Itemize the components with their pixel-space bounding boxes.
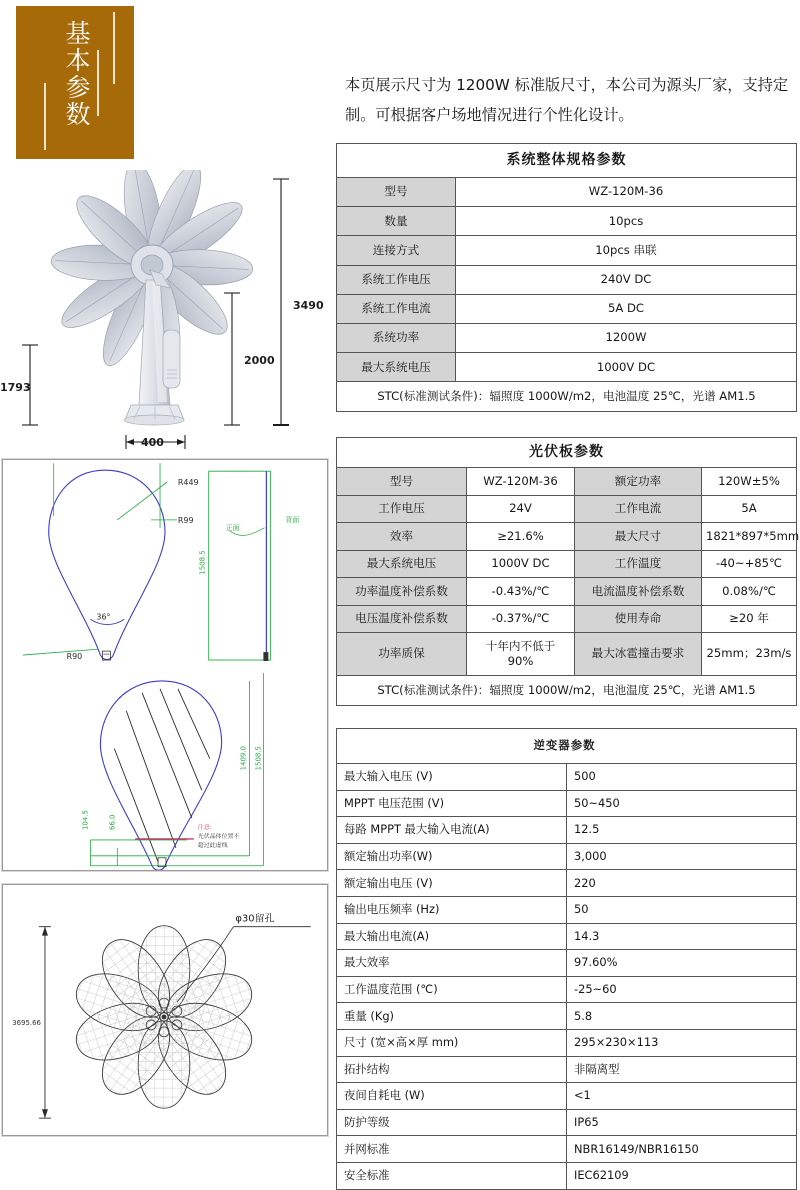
row-key: 重量 (Kg) [337,1003,567,1030]
dimension-2000 [224,293,240,425]
cad-note-title: 注意: [197,823,212,831]
table-title-row [337,438,797,468]
row-value: 5.8 [567,1003,797,1030]
row-value: 1000V DC [456,353,797,382]
dimension-label-2000: 2000 [244,354,275,367]
row-value: 10pcs [456,207,797,236]
row-value: WZ-120M-36 [456,178,797,207]
row-value-2: ≥20 年 [702,605,797,633]
row-key: 系统工作电流 [337,294,456,323]
row-key-2: 额定功率 [575,468,702,496]
plan-callout-label: φ30留孔 [235,913,275,925]
table-row [337,843,797,870]
cad-label-104-5: 104.5 [81,810,90,830]
row-value: <1 [567,1083,797,1110]
row-key: 安全标准 [337,1162,567,1189]
row-key-1: 功率温度补偿系数 [337,578,467,606]
table-row [337,207,797,236]
row-key: 尺寸 (宽×高×厚 mm) [337,1029,567,1056]
row-value-2: 1821*897*5mm [702,523,797,551]
cad-label-66: 66.0 [108,814,117,830]
cad-label-side-right: 背面 [285,515,300,524]
row-key: 最大输出电流(A) [337,923,567,950]
inverter-spec-table [336,728,797,1190]
row-key-1: 功率质保 [337,633,467,676]
panel-table-body [337,438,800,706]
row-value-1: WZ-120M-36 [467,468,575,496]
row-key-2: 最大冰雹撞击要求 [575,633,702,676]
row-value: 14.3 [567,923,797,950]
table-row [337,817,797,844]
table-row [337,976,797,1003]
row-value-1: 十年内不低于 90% [467,633,575,676]
row-key: 数量 [337,207,456,236]
row-key-2: 使用寿命 [575,605,702,633]
table-row [337,550,797,578]
row-value-1: 24V [467,495,575,523]
dimension-label-3490: 3490 [293,299,324,312]
cad-svg [3,460,327,870]
inverter-table-body [337,729,797,1190]
panel-table-title: 光伏板参数 [337,438,797,468]
row-key: 每路 MPPT 最大输入电流(A) [337,817,567,844]
row-key-2: 电流温度补偿系数 [575,578,702,606]
system-table-title: 系统整体规格参数 [337,144,797,178]
row-value: 295×230×113 [567,1029,797,1056]
row-value-1: -0.37%/℃ [467,605,575,633]
row-key: 并网标准 [337,1136,567,1163]
dimension-3490 [273,179,289,425]
row-key: 拓扑结构 [337,1056,567,1083]
table-row [337,578,797,606]
table-row [337,1029,797,1056]
row-key: 系统工作电压 [337,265,456,294]
page-title: 基本参数 [62,20,91,128]
table-row [337,1056,797,1083]
row-key-2: 工作电流 [575,495,702,523]
row-value: 10pcs 串联 [456,236,797,265]
row-key: 最大效率 [337,950,567,977]
row-value-2: -40~+85℃ [702,550,797,578]
row-key-1: 工作电压 [337,495,467,523]
row-value: 220 [567,870,797,897]
table-row [337,1136,797,1163]
table-row [337,353,797,382]
table-row [337,1003,797,1030]
row-value: 500 [567,764,797,791]
table-row [337,605,797,633]
cad-note-line1: 光伏晶体位置不 [197,832,240,840]
inverter-table-title: 逆变器参数 [337,729,797,764]
row-key: 系统功率 [337,323,456,352]
row-key: 防护等级 [337,1109,567,1136]
banner-decor-line-2 [97,50,99,116]
row-value: 1200W [456,323,797,352]
row-key-1: 效率 [337,523,467,551]
table-row [337,523,797,551]
table-row [337,1083,797,1110]
plan-dimension-label: 3695.66 [12,1018,41,1027]
panel-table-note: STC(标准测试条件)：辐照度 1000W/m2，电池温度 25℃，光谱 AM1.5 [337,676,797,706]
cad-label-r99: R99 [177,515,194,525]
table-row [337,468,797,496]
row-key: 连接方式 [337,236,456,265]
row-value-1: 1000V DC [467,550,575,578]
petal-cad-figure [2,459,328,871]
banner-decor-line-3 [44,83,46,150]
table-row [337,236,797,265]
row-value: -25~60 [567,976,797,1003]
cad-label-1508-lower: 1508.5 [254,746,263,771]
table-row [337,1109,797,1136]
page-title-banner [16,6,134,159]
table-row [337,870,797,897]
table-row [337,294,797,323]
row-key-2: 最大尺寸 [575,523,702,551]
table-row [337,323,797,352]
table-title-row [337,729,797,764]
row-key-1: 型号 [337,468,467,496]
table-row [337,1162,797,1189]
row-value: 非隔离型 [567,1056,797,1083]
table-row [337,790,797,817]
row-value: 97.60% [567,950,797,977]
table-row [337,178,797,207]
row-value: NBR16149/NBR16150 [567,1136,797,1163]
row-value: 5A DC [456,294,797,323]
table-row [337,495,797,523]
table-row [337,896,797,923]
row-key-1: 最大系统电压 [337,550,467,578]
system-spec-table [336,143,797,412]
intro-paragraph: 本页展示尺寸为 1200W 标准版尺寸，本公司为源头厂家，支持定制。可根据客户场地情况进行个性化设计。 [345,76,789,124]
table-row [337,950,797,977]
row-key: 额定输出电压 (V) [337,870,567,897]
table-title-row [337,144,797,178]
row-key: 最大输入电压 (V) [337,764,567,791]
row-value-1: -0.43%/℃ [467,578,575,606]
row-value: 240V DC [456,265,797,294]
banner-decor-line-1 [113,12,115,84]
cad-label-side-left: 正面 [225,523,240,532]
table-row [337,633,797,676]
cad-label-1409: 1409.0 [239,746,248,771]
table-row [337,265,797,294]
system-table-body [337,144,797,412]
row-value-2: 120W±5% [702,468,797,496]
row-value-2: 25mm；23m/s [702,633,797,676]
row-value-1: ≥21.6% [467,523,575,551]
table-note-row [337,676,797,706]
dimension-label-1793: 1793 [0,381,31,394]
panel-spec-table [336,437,800,706]
row-value: 12.5 [567,817,797,844]
row-key: MPPT 电压范围 (V) [337,790,567,817]
system-table-note: STC(标准测试条件)：辐照度 1000W/m2，电池温度 25℃，光谱 AM1.5 [337,382,797,412]
table-row [337,764,797,791]
row-value: 50~450 [567,790,797,817]
cad-label-36deg: 36° [96,612,111,622]
render-svg [0,170,330,455]
row-key: 型号 [337,178,456,207]
row-key: 夜间自耗电 (W) [337,1083,567,1110]
row-value-2: 0.08%/℃ [702,578,797,606]
row-value: IP65 [567,1109,797,1136]
row-value: 50 [567,896,797,923]
row-key: 输出电压频率 (Hz) [337,896,567,923]
solar-flower-render-figure [0,170,330,455]
table-note-row [337,382,797,412]
row-value-2: 5A [702,495,797,523]
cad-note-line2: 超过此虚线 [197,841,228,849]
row-value: IEC62109 [567,1162,797,1189]
dimension-label-400: 400 [141,436,164,449]
row-key: 额定输出功率(W) [337,843,567,870]
cad-label-r449: R449 [177,478,199,488]
flower-plan-figure [2,884,328,1136]
row-key: 工作温度范围 (℃) [337,976,567,1003]
row-key: 最大系统电压 [337,353,456,382]
table-row [337,923,797,950]
cad-label-1508-upper: 1508.5 [198,550,207,575]
cad-label-r90: R90 [66,652,83,662]
row-key-1: 电压温度补偿系数 [337,605,467,633]
row-value: 3,000 [567,843,797,870]
row-key-2: 工作温度 [575,550,702,578]
plan-svg [3,885,327,1135]
